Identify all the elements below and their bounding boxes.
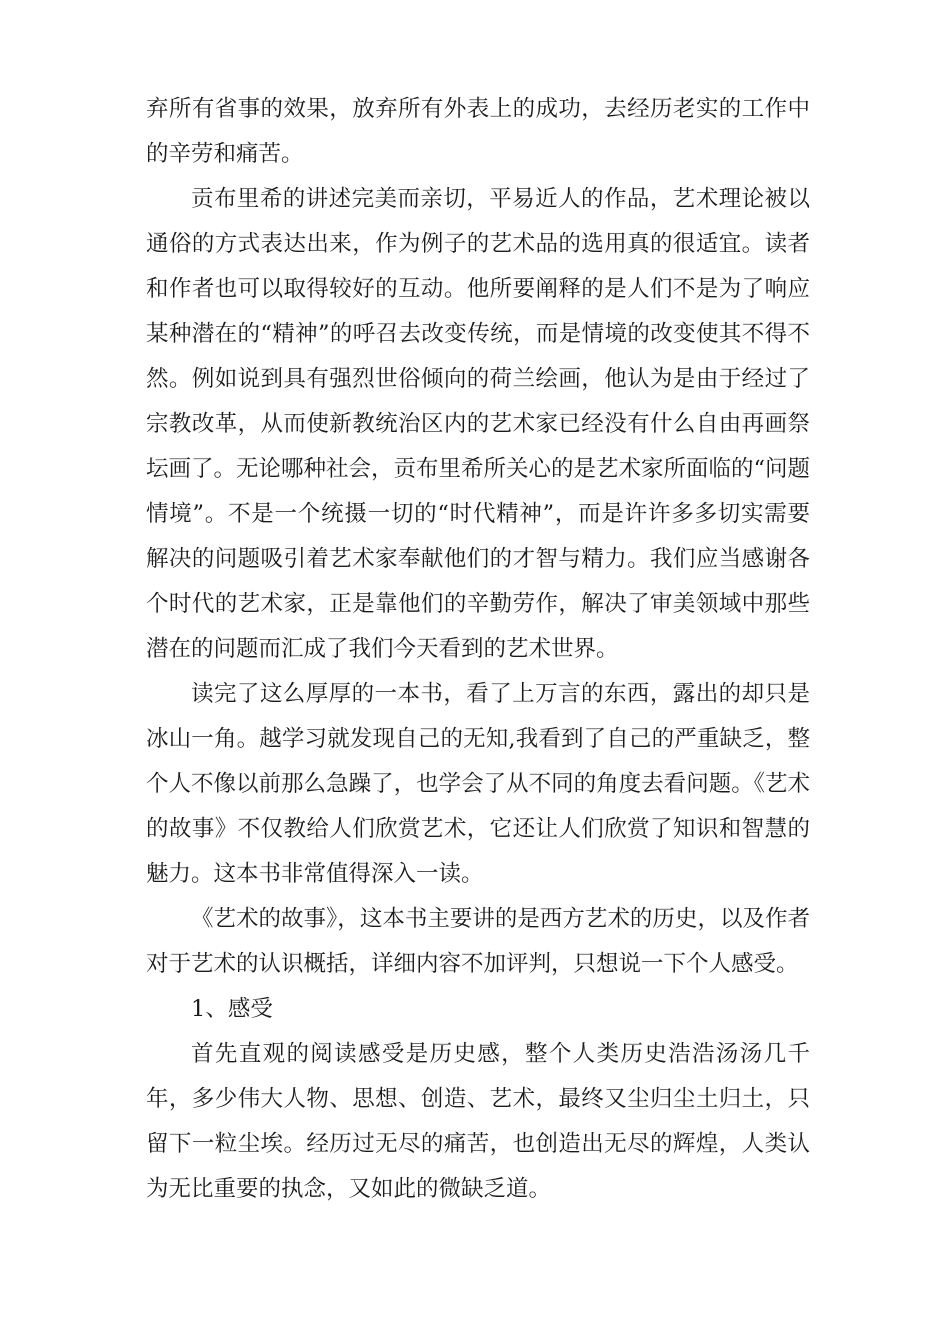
paragraph-3: 读完了这么厚厚的一本书，看了上万言的东西，露出的却只是冰山一角。越学习就发现自己的无知,我看到了自己的严重缺乏，整个人不像以前那么急躁了，也学会了从不同的角度去看问题。《艺术的故事》不仅教给人们欣赏艺术，它还让人们欣赏了知识和智慧的魅力。这本书非常值得深入一读。 (146, 681, 810, 887)
paragraph-4: 《艺术的故事》，这本书主要讲的是西方艺术的历史，以及作者对于艺术的认识概括，详细内容不加评判，只想说一下个人感受。 (146, 906, 810, 977)
section-heading-feeling: 1、感受 (191, 996, 273, 1022)
paragraph-1: 弃所有省事的效果，放弃所有外表上的成功，去经历老实的工作中的辛劳和痛苦。 (146, 96, 810, 167)
paragraph-5: 首先直观的阅读感受是历史感，整个人类历史浩浩汤汤几千年，多少伟大人物、思想、创造、艺术，最终又尘归尘土归土，只留下一粒尘埃。经历过无尽的痛苦，也创造出无尽的辉煌，人类认为无比重要的执念，又如此的微缺乏道。 (146, 1041, 810, 1202)
document-body (146, 87, 810, 1212)
paragraph-2: 贡布里希的讲述完美而亲切，平易近人的作品，艺术理论被以通俗的方式表达出来，作为例子的艺术品的选用真的很适宜。读者和作者也可以取得较好的互动。他所要阐释的是人们不是为了响应某种潜在的“精神”的呼召去改变传统，而是情境的改变使其不得不然。例如说到具有强烈世俗倾向的荷兰绘画，他认为是由于经过了宗教改革，从而使新教统治区内的艺术家已经没有什么自由再画祭坛画了。无论哪种社会，贡布里希所关心的是艺术家所面临的“问题情境”。不是一个统摄一切的“时代精神”，而是许许多多切实需要解决的问题吸引着艺术家奉献他们的才智与精力。我们应当感谢各个时代的艺术家，正是靠他们的辛勤劳作，解决了审美领域中那些潜在的问题而汇成了我们今天看到的艺术世界。 (146, 186, 811, 662)
